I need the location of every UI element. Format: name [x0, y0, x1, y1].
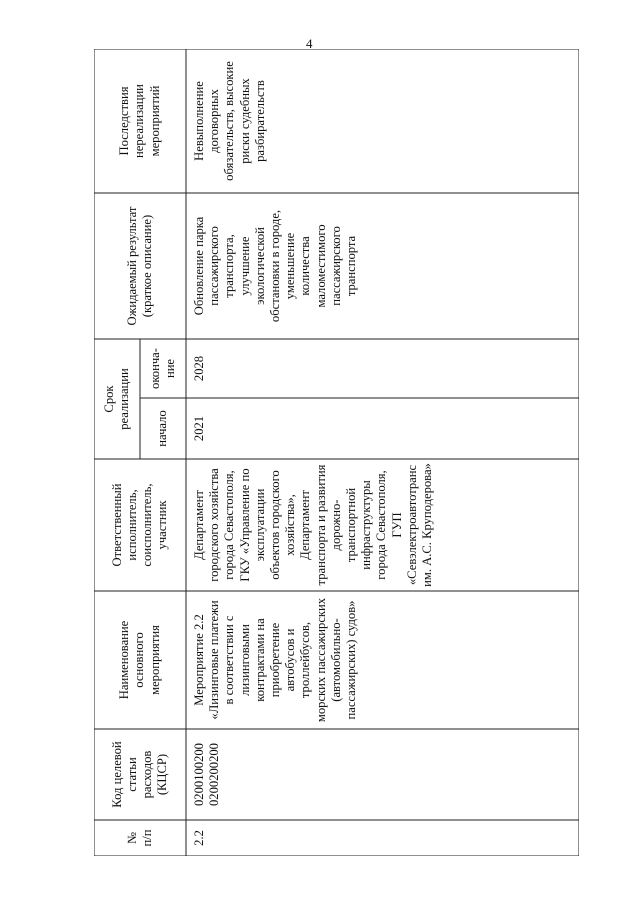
table-cell-start: 2021: [192, 415, 206, 442]
table-cell-code: 0200100200 0200200200: [192, 743, 222, 806]
header-responsible: Ответственный исполнитель, соисполнитель, участник: [109, 483, 170, 567]
header-period: Срок реализации: [101, 368, 131, 430]
table-cell-responsible: Департамент городского хозяйства города Севастополя, ГКУ «Управление по эксплуатации объектов городского хозяйства», Департамент транспорта и развития дорожно- транспортной инфраструктуры города Севастополя, ГУП «Севэлектроавтотранс им. А.С. Круподерова»: [192, 463, 435, 587]
rotated-table: [94, 49, 579, 856]
table-cell-name: Мероприятие 2.2 «Лизинговые платежи в соответствии с лизинговыми контрактами на приобретение автобусов и троллейбусов, морских пассажирских (автомобильно- пассажирских) судов»: [192, 597, 359, 723]
table-cell-consequences: Невыполнение договорных обязательств, высокие риски судебных разбирательств: [192, 61, 267, 181]
header-consequences: Последствия нереализации мероприятий: [117, 84, 162, 158]
table-cell-num: 2.2: [192, 830, 206, 846]
header-start: начало: [155, 410, 170, 447]
header-code: Код целевой статьи расходов (КЦСР): [109, 741, 170, 808]
header-result: Ожидаемый результат (краткое описание): [124, 206, 154, 326]
page-number: 4: [306, 36, 313, 51]
table-cell-end: 2028: [192, 355, 206, 382]
header-end: оконча- ние: [147, 348, 177, 389]
table-cell-result: Обновление парка пассажирского транспорта, улучшение экологической обстановки в городе, уменьшение количества маломестимого пассажирского транспорта: [192, 209, 359, 323]
header-num: № п/п: [124, 829, 154, 847]
header-name: Наименование основного мероприятия: [117, 620, 162, 700]
